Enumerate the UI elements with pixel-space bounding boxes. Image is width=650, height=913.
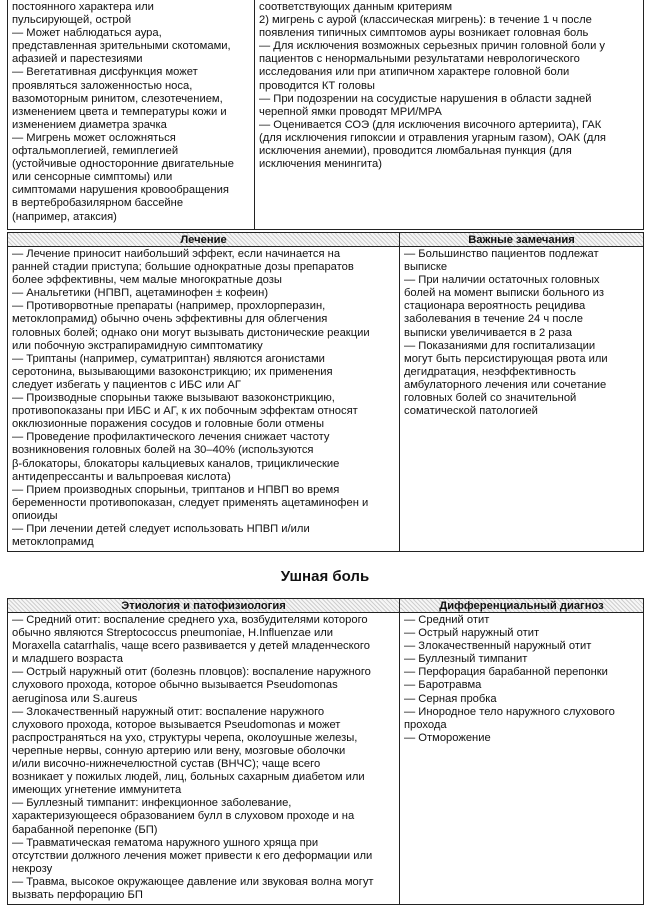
text-line: офтальмоплегией, гемиплегией: [12, 145, 179, 158]
text-line: амбулаторного лечения или сочетание: [404, 378, 607, 391]
text-line: — Мигрень может осложняться: [12, 131, 176, 144]
text-line: метоклопрамид: [12, 536, 94, 549]
text-line: соматической патологией: [404, 405, 538, 418]
differential-cell: [400, 613, 644, 905]
text-line: слухового прохода, которое вызывается Pseudomonas и может: [12, 718, 341, 731]
text-line: — Противорвотные препараты (например, прохлорперазин,: [12, 300, 326, 313]
text-line: — Показаниями для госпитализации: [404, 339, 596, 352]
text-line: антидепрессанты и вальпроевая кислота): [12, 470, 231, 483]
text-line: соответствующих данным критериям: [259, 1, 453, 13]
text-line: барабанной перепонке (БП): [12, 823, 158, 836]
text-line: пульсирующей, острой: [12, 14, 132, 27]
text-line: — Лечение приносит наибольший эффект, если начинается на: [12, 248, 341, 260]
table-row: [8, 247, 644, 552]
text-line: заболевания в течение 24 ч после: [404, 313, 583, 326]
text-line: изменением диаметра зрачка: [12, 118, 167, 131]
text-line: — Злокачественный наружный отит: воспаление наружного: [12, 705, 325, 718]
text-line: более эффективны, чем малые многократные дозы: [12, 274, 282, 287]
migraine-clinical-cell: [8, 0, 255, 229]
table-header-row: [8, 599, 644, 613]
text-line: или сенсорные симптомы) или: [12, 171, 173, 184]
treatment-table-block: [7, 232, 644, 552]
text-line: — Серная пробка: [404, 692, 497, 705]
cell-lines: [404, 614, 639, 745]
notes-header: Важные замечания: [400, 233, 644, 247]
text-line: (для исключения гипоксии и отравления угарным газом), ОАК (для: [259, 131, 606, 144]
text-line: — Для исключения возможных серьезных причин головной боли у: [259, 40, 606, 53]
text-line: Moraxella catarrhalis, чаще всего развивается у детей младенческого: [12, 640, 370, 653]
text-line: афазией и парестезиями: [12, 53, 143, 66]
text-line: исследования или при атипичном характере головной боли: [259, 66, 570, 79]
etiology-cell: [8, 613, 400, 905]
table-row: [8, 613, 644, 905]
text-line: появления типичных симптомов ауры возникает головная боль: [259, 27, 589, 40]
text-line: — Буллезный тимпанит: инфекционное заболевание,: [12, 797, 292, 810]
text-line: β-блокаторы, блокаторы кальциевых каналов, трициклические: [12, 457, 340, 470]
text-line: в вертебробазилярном бассейне: [12, 197, 184, 210]
text-line: исключения менингита): [259, 158, 382, 171]
text-line: вызвать перфорацию БП: [12, 888, 143, 901]
text-line: имеющих угнетение иммунитета: [12, 784, 182, 797]
text-line: — Анальгетики (НПВП, ацетаминофен ± кофеин): [12, 287, 269, 300]
treatment-header: Лечение: [8, 233, 400, 247]
text-line: — Проведение профилактического лечения снижает частоту: [12, 431, 330, 444]
text-line: — Злокачественный наружный отит: [404, 640, 592, 653]
text-line: пациентов с ненормальными результатами неврологического: [259, 53, 580, 66]
text-line: головных болей; однако они могут вызывать дистонические реакции: [12, 326, 370, 339]
table-header-row: [8, 233, 644, 247]
migraine-diagnostics-cell: [255, 0, 644, 229]
etiology-header: Этиология и патофизиология: [8, 599, 400, 613]
text-line: окклюзионные поражения сосудов и головные боли отмены: [12, 418, 325, 431]
text-line: — Большинство пациентов подлежат: [404, 248, 599, 260]
text-line: — Острый наружный отит (болезнь пловцов): воспаление наружного: [12, 666, 371, 679]
text-line: некрозу: [12, 862, 53, 875]
text-line: — При подозрении на сосудистые нарушения в области задней: [259, 92, 592, 105]
text-line: черепной ямки проводят МРИ/МРА: [259, 105, 442, 118]
text-line: — Буллезный тимпанит: [404, 653, 528, 666]
differential-header: Дифференциальный диагноз: [400, 599, 644, 613]
text-line: выписке: [404, 261, 448, 274]
text-line: выписки увеличивается в 2 раза: [404, 326, 572, 339]
text-line: ранней стадии приступа; большие однократные дозы препаратов: [12, 261, 354, 274]
text-line: — При наличии остаточных головных: [404, 274, 600, 287]
text-line: и младшего возраста: [12, 653, 123, 666]
text-line: беременности противопоказан, следует применять ацетаминофен и: [12, 496, 369, 509]
text-line: противопоказаны при ИБС и АГ, к их побочным эффектам относят: [12, 405, 358, 418]
text-line: и/или височно-нижнечелюстной сустав (ВНЧС); чаще всего: [12, 758, 321, 771]
migraine-continuation-table: [7, 0, 644, 230]
text-line: изменением цвета и температуры кожи и: [12, 105, 227, 118]
text-line: — Средний отит: [404, 614, 490, 626]
text-line: обычно являются Streptococcus pneumoniae, H.Influenzae или: [12, 627, 333, 640]
text-line: метоклопрамид) обычно очень эффективны для облегчения: [12, 313, 328, 326]
ear-pain-table: [7, 598, 644, 905]
cell-lines: [12, 248, 395, 549]
text-line: следует избегать у пациентов с ИБС или АГ: [12, 378, 241, 391]
treatment-table: [7, 232, 644, 552]
text-line: — Прием производных спорыньи, триптанов и НПВП во время: [12, 483, 340, 496]
text-line: прохода: [404, 718, 447, 731]
text-line: (устойчивые односторонние двигательные: [12, 158, 234, 171]
text-line: болей на момент выписки больного из: [404, 287, 605, 300]
text-line: — Средний отит: воспаление среднего уха, возбудителями которого: [12, 614, 368, 626]
text-line: распространяться на ухо, структуры черепа, околоушные железы,: [12, 731, 358, 744]
text-line: симптомами нарушения кровообращения: [12, 184, 229, 197]
table-row: [8, 0, 644, 229]
text-line: — Может наблюдаться аура,: [12, 27, 162, 40]
text-line: серотонина, вызывающими вазоконстрикцию; их применения: [12, 365, 333, 378]
cell-lines: [12, 614, 395, 902]
cell-lines: [259, 1, 639, 171]
text-line: возникновения головных болей на 30–40% (используются: [12, 444, 314, 457]
text-line: дегидратация, неэффективность: [404, 365, 576, 378]
text-line: aeruginosa или S.aureus: [12, 692, 138, 705]
text-line: слухового прохода, которое обычно вызывается Pseudomonas: [12, 679, 338, 692]
text-line: возникает у пожилых людей, лиц, больных сахарным диабетом или: [12, 771, 365, 784]
treatment-cell: [8, 247, 400, 552]
text-line: представленная зрительными скотомами,: [12, 40, 231, 53]
text-line: (например, атаксия): [12, 210, 117, 223]
text-line: — Острый наружный отит: [404, 627, 540, 640]
text-line: или побочную экстрапирамидную симптоматику: [12, 339, 263, 352]
text-line: характеризующееся образованием булл в слуховом проходе и на: [12, 810, 355, 823]
text-line: — Перфорация барабанной перепонки: [404, 666, 608, 679]
text-line: — Производные спорыньи также вызывают вазоконстрикцию,: [12, 392, 335, 405]
cell-lines: [12, 1, 250, 224]
text-line: стационара вероятность рецидива: [404, 300, 586, 313]
text-line: проявляться заложенностью носа,: [12, 79, 193, 92]
text-line: — Вегетативная дисфункция может: [12, 66, 198, 79]
text-line: исключения анемии), проводится люмбальная пункция (для: [259, 145, 572, 158]
text-line: — Триптаны (например, суматриптан) являются агонистами: [12, 352, 325, 365]
text-line: головных болей со значительной: [404, 392, 577, 405]
text-line: могут быть персистирующая рвота или: [404, 352, 608, 365]
section-title: Ушная боль: [280, 568, 370, 585]
text-line: 2) мигрень с аурой (классическая мигрень): в течение 1 ч после: [259, 14, 592, 27]
ear-table-block: [7, 598, 644, 905]
text-line: черепные нервы, сонную артерию или вену, мозговые оболочки: [12, 744, 346, 757]
text-line: проводится КТ головы: [259, 79, 375, 92]
text-line: отсутствии должного лечения может привести к его деформации или: [12, 849, 373, 862]
text-line: — Отморожение: [404, 731, 491, 744]
text-line: — Травма, высокое окружающее давление или звуковая волна могут: [12, 875, 374, 888]
notes-cell: [400, 247, 644, 552]
text-line: — Баротравма: [404, 679, 482, 692]
cell-lines: [404, 248, 639, 418]
text-line: вазомоторным ринитом, слезотечением,: [12, 92, 223, 105]
text-line: — При лечении детей следует использовать НПВП и/или: [12, 522, 310, 535]
text-line: — Травматическая гематома наружного ушного хряща при: [12, 836, 319, 849]
text-line: постоянного характера или: [12, 1, 154, 13]
text-line: опиоиды: [12, 509, 58, 522]
top-table-block: [7, 0, 644, 230]
text-line: — Оценивается СОЭ (для исключения височного артериита), ГАК: [259, 118, 602, 131]
text-line: — Инородное тело наружного слухового: [404, 705, 615, 718]
